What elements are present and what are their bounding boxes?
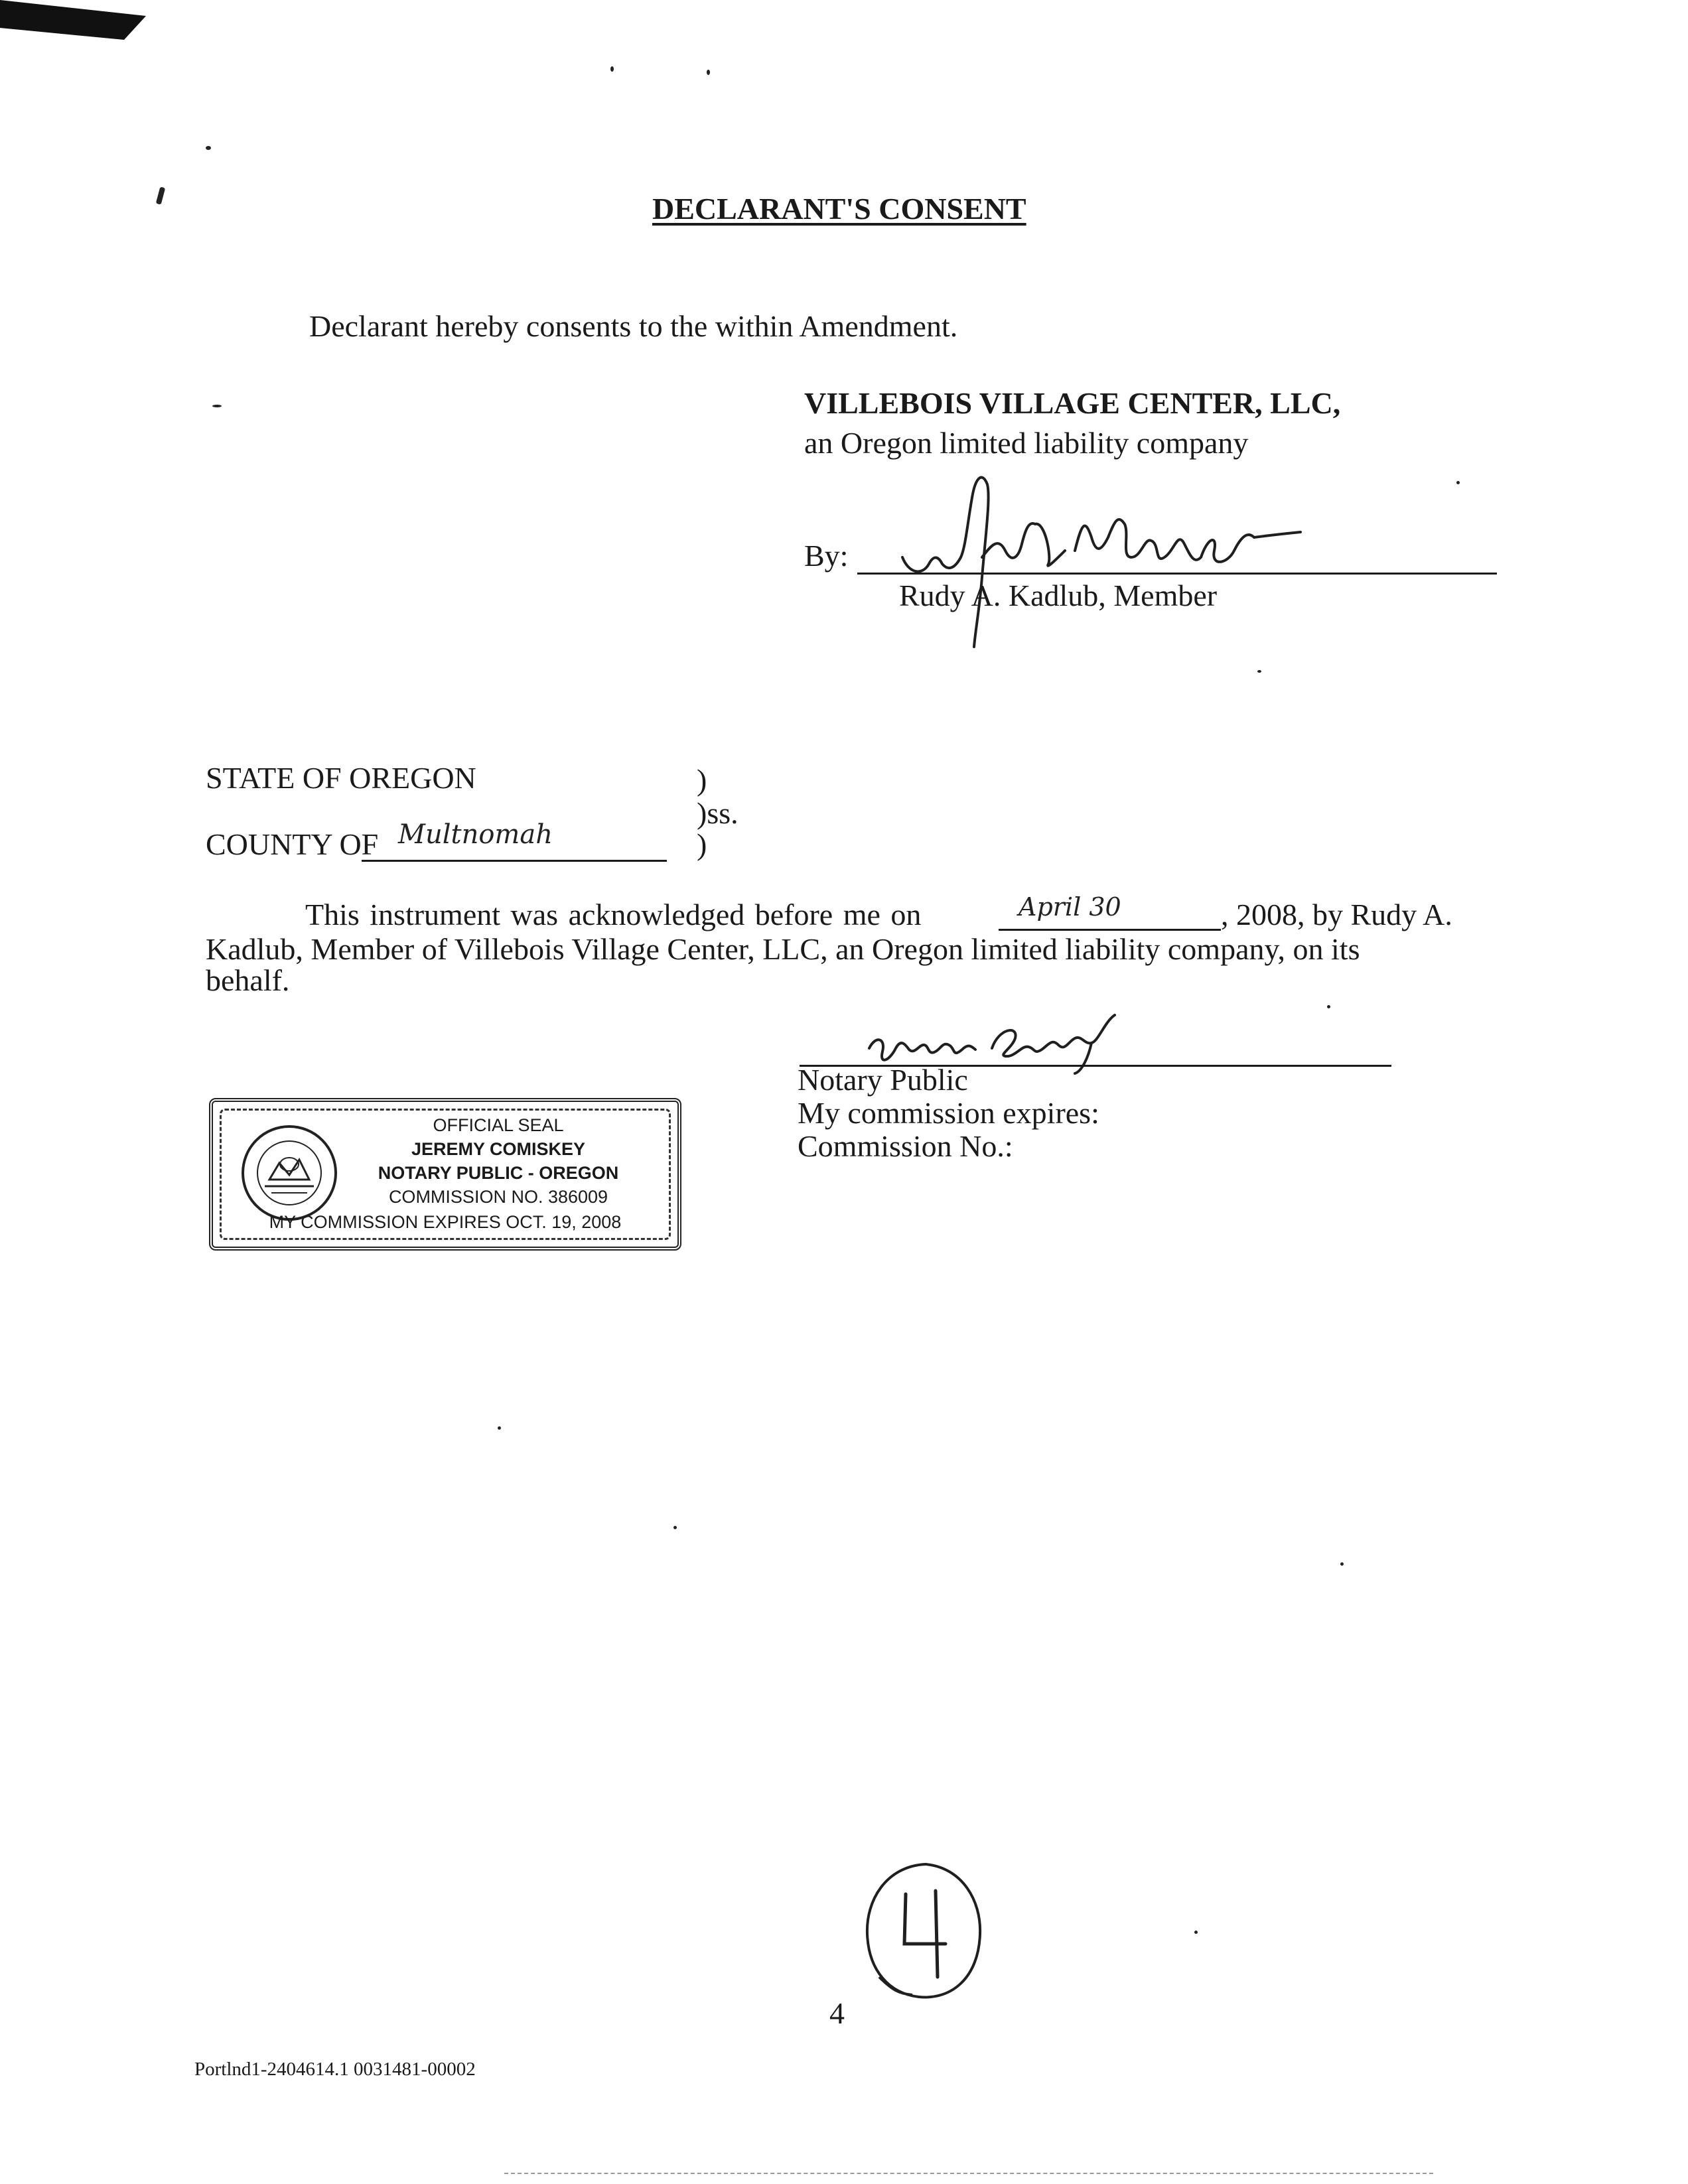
scan-artifact (0, 0, 146, 40)
scan-speck (212, 405, 222, 407)
county-label: COUNTY OF (206, 827, 379, 861)
stamp-line-2: JEREMY COMISKEY (411, 1139, 586, 1159)
stamp-line-1: OFFICIAL SEAL (433, 1115, 564, 1135)
scan-speck (1194, 1931, 1198, 1934)
consent-statement: Declarant hereby consents to the within Amendment. (309, 309, 958, 343)
commission-expires-label: My commission expires: (798, 1096, 1099, 1130)
stamp-line-3: NOTARY PUBLIC - OREGON (378, 1163, 619, 1183)
venue-paren: ) (697, 827, 707, 861)
company-description: an Oregon limited liability company (804, 426, 1249, 460)
acknowledgment-line1-end: , 2008, by Rudy A. (1221, 898, 1452, 931)
acknowledgment-line3: behalf. (206, 963, 290, 997)
scan-speck (498, 1426, 501, 1430)
notary-stamp (209, 1098, 681, 1251)
scan-speck (1456, 481, 1460, 484)
stamp-line-5: MY COMMISSION EXPIRES OCT. 19, 2008 (269, 1212, 622, 1232)
date-handwritten: April 30 (1019, 892, 1121, 921)
signer-name: Rudy A. Kadlub, Member (899, 579, 1218, 612)
notary-title: Notary Public (798, 1063, 968, 1097)
scan-speck (156, 186, 165, 204)
scan-speck (707, 70, 710, 75)
scan-speck (673, 1526, 677, 1529)
date-blank-line (999, 929, 1221, 931)
by-label: By: (804, 539, 849, 573)
county-handwritten: Multnomah (398, 819, 553, 850)
scan-speck (206, 146, 211, 150)
scan-speck (1327, 1005, 1330, 1008)
state-label: STATE OF OREGON (206, 761, 476, 795)
venue-ss: )ss. (697, 796, 738, 830)
acknowledgment-line1-start: This instrument was acknowledged before me on (305, 898, 922, 931)
scan-speck (610, 66, 614, 72)
acknowledgment-line2: Kadlub, Member of Villebois Village Center, LLC, an Oregon limited liability company, on its (206, 932, 1360, 966)
company-name: VILLEBOIS VILLAGE CENTER, LLC, (804, 386, 1341, 420)
stamp-line-4: COMMISSION NO. 386009 (388, 1187, 608, 1207)
page-number: 4 (829, 1996, 845, 2030)
commission-number-label: Commission No.: (798, 1129, 1013, 1163)
scan-edge-line (504, 2173, 1433, 2174)
scan-speck (1257, 670, 1261, 673)
county-blank-line (362, 860, 667, 862)
page-title: DECLARANT'S CONSENT (652, 192, 1026, 226)
circled-page-number-icon (853, 1854, 999, 2007)
venue-paren: ) (697, 763, 707, 797)
signature-image (882, 458, 1307, 650)
scan-speck (1340, 1562, 1344, 1566)
document-id: Portlnd1-2404614.1 0031481-00002 (194, 2059, 476, 2080)
state-seal-icon (240, 1123, 339, 1223)
